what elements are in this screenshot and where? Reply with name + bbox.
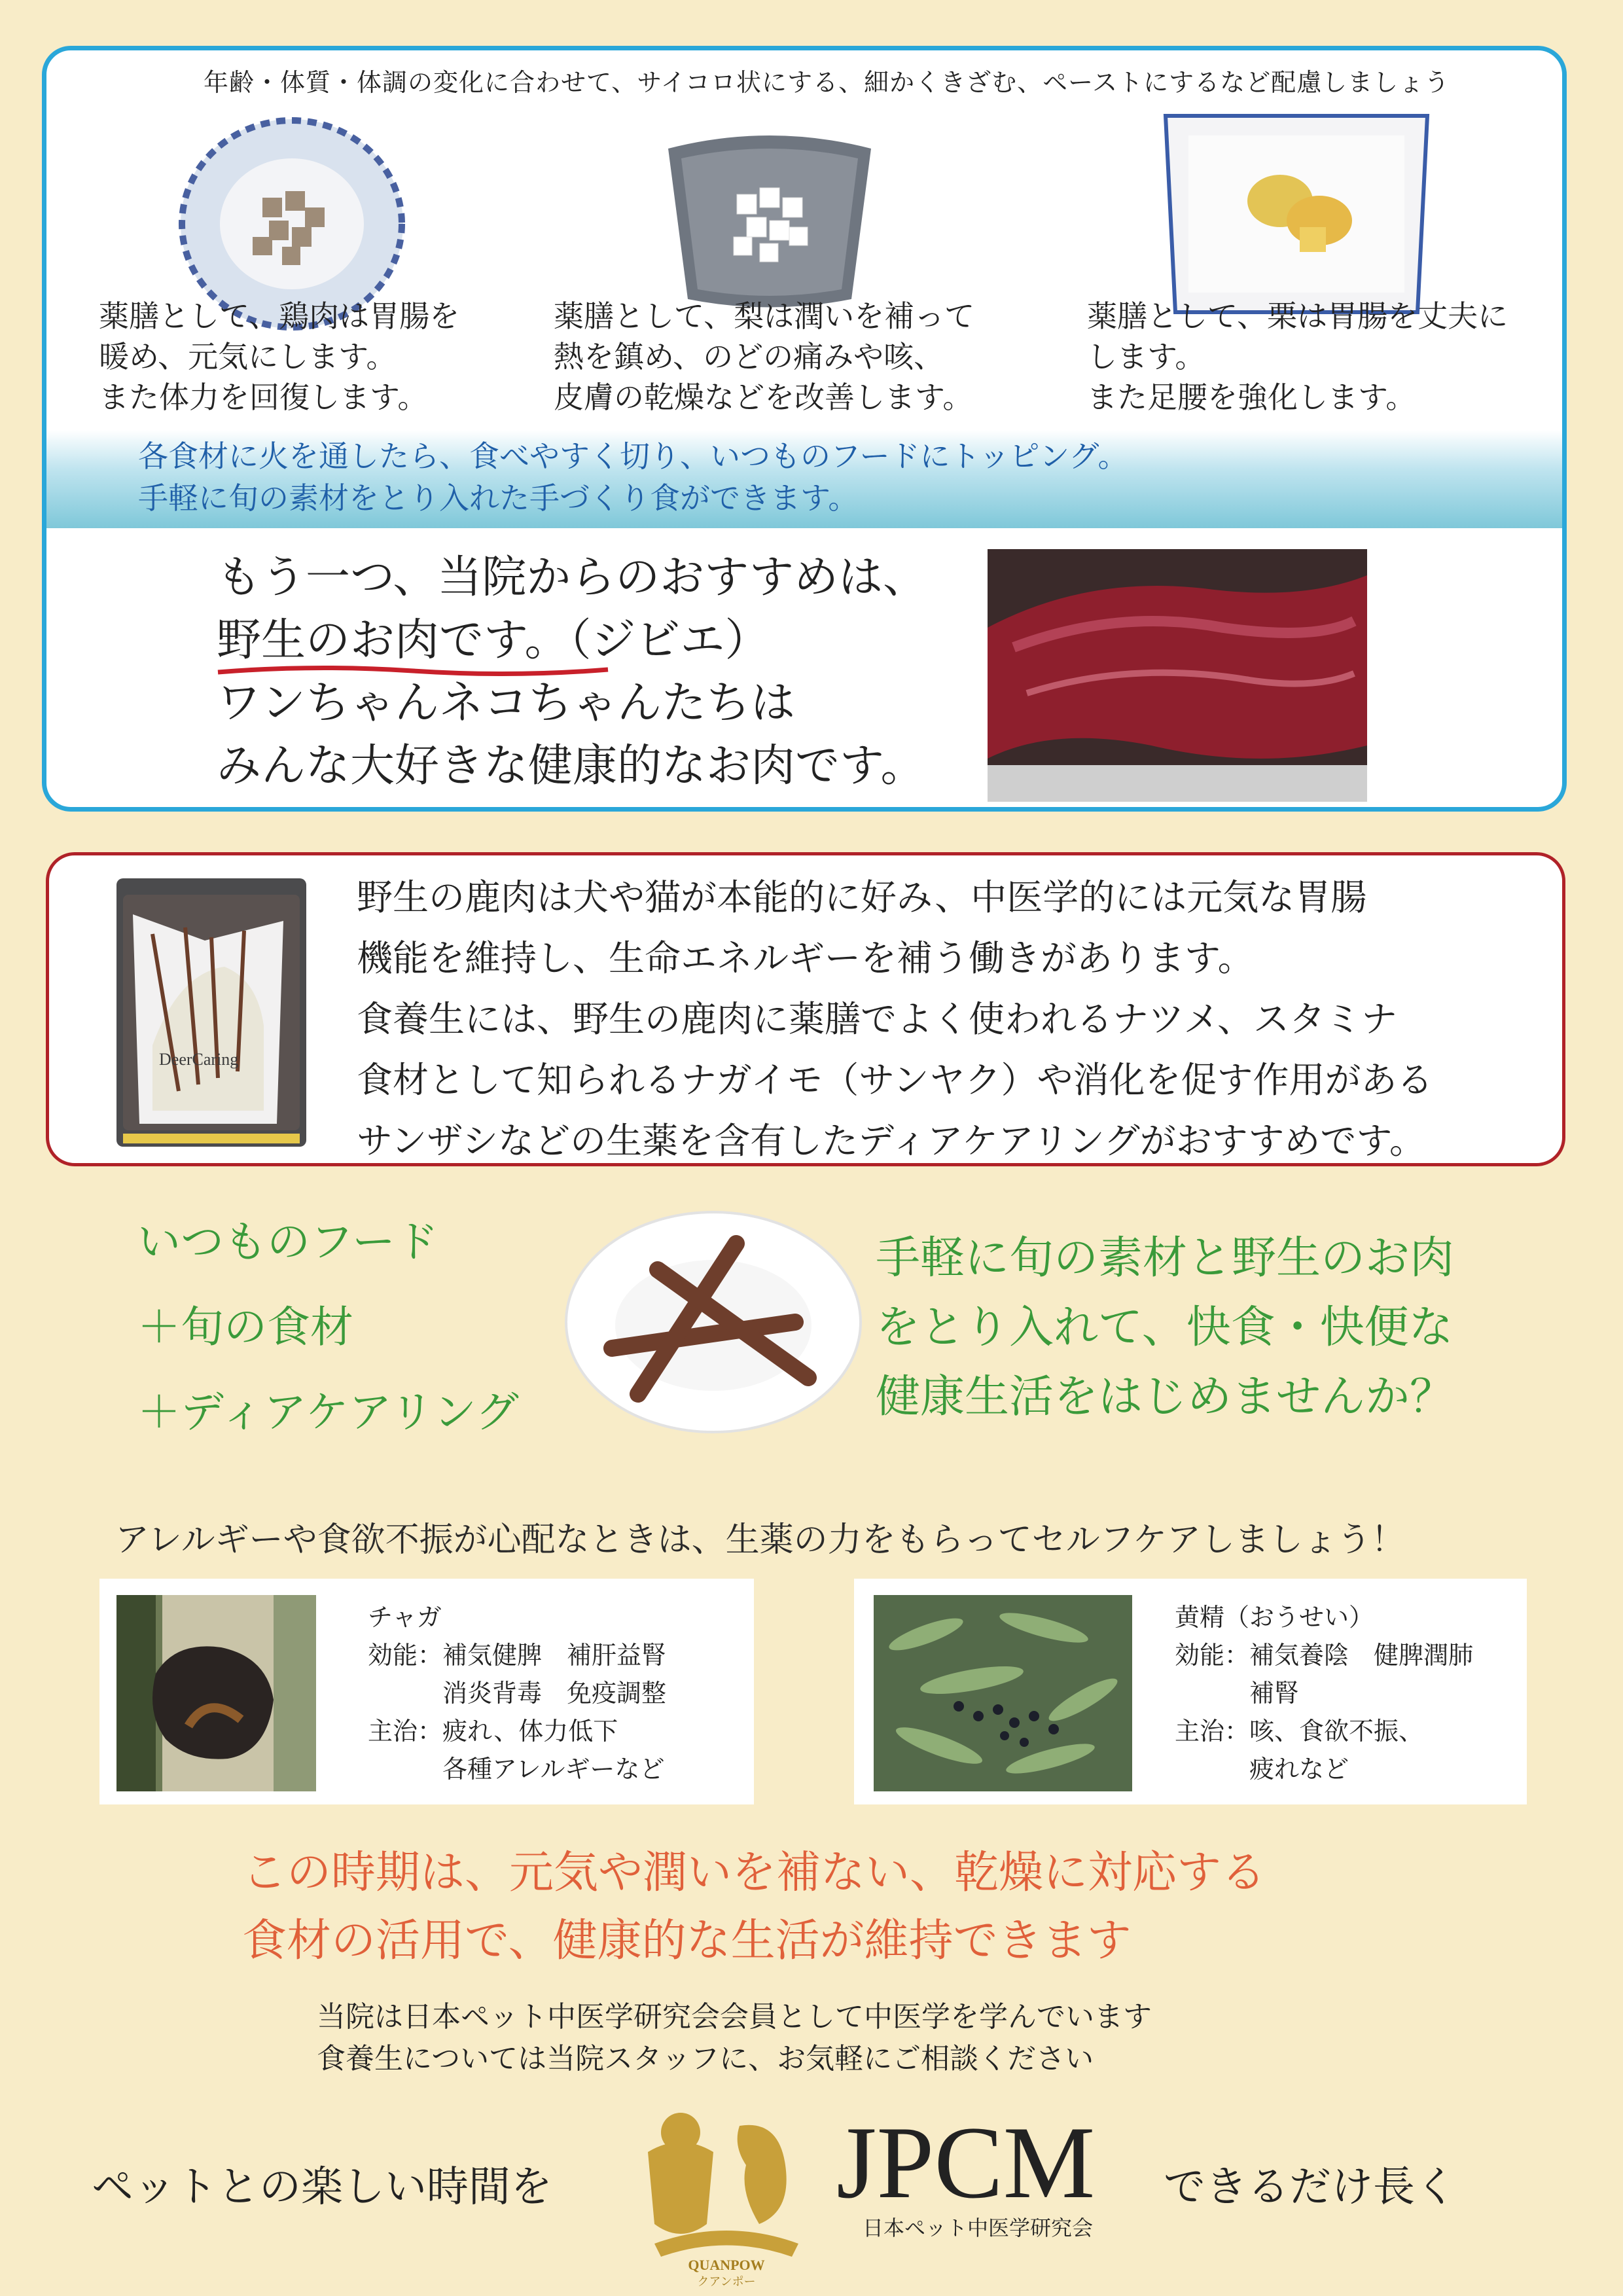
clinic-note-2: 食養生については当院スタッフに、お気軽にご相談ください — [317, 2042, 1094, 2075]
deer-line-5: サンザシなどの生薬を含有したディアケアリングがおすすめです。 — [357, 1120, 1425, 1162]
deer-line-1: 野生の鹿肉は犬や猫が本能的に好み、中医学的には元気な胃腸 — [357, 876, 1367, 918]
combo-message-2: をとり入れて、快食・快便な — [876, 1302, 1454, 1354]
slogan-left: ペットとの楽しい時間を — [92, 2163, 552, 2212]
chicken-caption: 薬膳として、鶏肉は胃腸を 暖め、元気にします。 また体力を回復します。 — [99, 298, 460, 415]
chaga-text: チャガ 効能：補気健脾 補肝益腎 消炎背毒 免疫調整 主治：疲れ、体力低下 各種アレルギーなど — [368, 1603, 667, 1784]
deer-caring-panel — [46, 852, 1565, 1166]
summary-line-2: 食材の活用で、健康的な生活が維持できます — [242, 1915, 1132, 1967]
deer-line-3: 食養生には、野生の鹿肉に薬膳でよく使われるナツメ、スタミナ — [357, 998, 1398, 1040]
ousei-photo — [874, 1595, 1132, 1791]
red-underline — [217, 663, 609, 680]
quanpow-logo — [628, 2093, 825, 2289]
jpcm-abbr: JPCM — [836, 2106, 1096, 2220]
slogan-right: できるだけ長く — [1164, 2163, 1457, 2212]
package-label: DeerCaring — [159, 1050, 239, 1069]
combo-message-1: 手軽に旬の素材と野生のお肉 — [876, 1232, 1455, 1284]
combo-seasonal: ＋旬の食材 — [137, 1302, 353, 1352]
deer-line-4: 食材として知られるナガイモ（サンヤク）や消化を促す作用がある — [357, 1059, 1433, 1101]
deer-line-2: 機能を維持し、生命エネルギーを補う働きがあります。 — [357, 937, 1254, 979]
recommend-line-2-text: 野生のお肉です。（ジビエ） — [217, 615, 770, 666]
recommend-line-4: みんな大好きな健康的なお肉です。 — [217, 740, 925, 792]
deer-description — [357, 867, 1433, 1172]
summary — [242, 1839, 1266, 1975]
jpcm-logo — [836, 2106, 1096, 2242]
recommend-line-3: ワンちゃんネコちゃんたちは — [217, 677, 796, 729]
clinic-note-1: 当院は日本ペット中医学研究会会員として中医学を学んでいます — [317, 2000, 1152, 2034]
pear-caption: 薬膳として、梨は潤いを補って 熱を鎮め、のどの痛みや咳、 皮膚の乾燥などを改善します。 — [554, 298, 975, 415]
topping-text: 各食材に火を通したら、食べやすく切り、いつものフードにトッピング。 手軽に旬の素材をとり入れた手づくり食ができます。 — [138, 439, 1128, 516]
combo-message-3: 健康生活をはじめませんか？ — [876, 1371, 1455, 1423]
summary-line-1: この時期は、元気や潤いを補ない、乾燥に対応する — [242, 1847, 1266, 1899]
combo-deer-caring: ＋ディアケアリング — [137, 1387, 519, 1437]
ousei-text: 黄精（おうせい） 効能：補気養陰 健脾潤肺 補腎 主治：咳、食欲不振、 疲れなど — [1175, 1603, 1474, 1784]
gibier-recommendation — [217, 547, 927, 798]
ousei-card — [854, 1579, 1527, 1804]
recommend-line-2 — [217, 609, 927, 672]
logo-brand: QUANPOW — [688, 2257, 765, 2273]
deer-caring-package-photo — [113, 875, 310, 1150]
chaga-photo — [116, 1595, 316, 1791]
cutting-advice: 年齢・体質・体調の変化に合わせて、サイコロ状にする、細かくきざむ、ペーストにするなど配慮しましょう — [204, 68, 1450, 97]
chestnut-dish-photo — [1159, 109, 1434, 319]
food-tips-panel — [42, 46, 1567, 812]
combo-formula — [137, 1200, 519, 1455]
pear-dish-photo — [655, 122, 884, 319]
herb-intro: アレルギーや食欲不振が心配なときは、生薬の力をもらってセルフケアしましょう！ — [115, 1520, 1406, 1560]
jerky-plate-photo — [560, 1198, 867, 1440]
venison-photo — [988, 549, 1367, 802]
combo-food: いつものフード — [137, 1217, 439, 1267]
logo-brand-kana: クアンポー — [697, 2275, 756, 2289]
jpcm-org-name: 日本ペット中医学研究会 — [863, 2215, 1094, 2240]
combo-message — [876, 1224, 1454, 1432]
clinic-note — [317, 1996, 1152, 2080]
chestnut-caption: 薬膳として、栗は胃腸を丈夫に します。 また足腰を強化します。 — [1087, 298, 1508, 415]
recommend-line-1: もう一つ、当院からのおすすめは、 — [217, 552, 927, 603]
chaga-card — [99, 1579, 754, 1804]
